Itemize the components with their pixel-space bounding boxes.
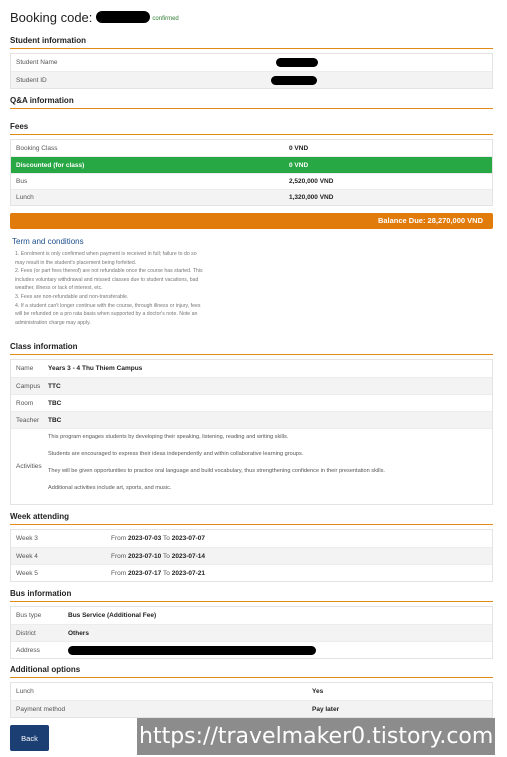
room-value: TBC xyxy=(48,399,62,407)
terms-line: administration charge may apply. xyxy=(15,319,91,326)
terms-list xyxy=(15,250,235,327)
table-row xyxy=(11,71,492,88)
lunch-value: Yes xyxy=(312,688,324,695)
campus-label: Campus xyxy=(16,382,41,390)
table-row xyxy=(11,377,492,394)
week-label: Week 3 xyxy=(16,535,38,542)
class-info-table xyxy=(10,359,493,505)
fees-title: Fees xyxy=(10,122,29,131)
class-name-label: Name xyxy=(16,365,34,372)
activity-line: They will be given opportunities to practice oral language and build vocabulary, thus strengthening confidence in their presentation skills. xyxy=(48,468,385,474)
section-divider xyxy=(10,601,493,602)
table-row xyxy=(11,411,492,428)
terms-line: 4. If a student can't longer continue with the course, through illness or injury, fees xyxy=(15,302,201,309)
terms-title: Term and conditions xyxy=(12,237,84,246)
payment-method-label: Payment method xyxy=(16,705,66,713)
fee-label: Discounted (for class) xyxy=(16,161,85,169)
fee-label: Booking Class xyxy=(16,144,58,152)
qa-info-title: Q&A information xyxy=(10,96,74,105)
table-row xyxy=(11,360,492,377)
teacher-value: TBC xyxy=(48,416,62,424)
bus-info-title: Bus information xyxy=(10,589,72,598)
fee-value: 0 VND xyxy=(289,161,309,169)
section-divider xyxy=(10,354,493,355)
additional-options-table xyxy=(10,682,493,718)
room-label: Room xyxy=(16,399,34,407)
watermark: https://travelmaker0.tistory.com xyxy=(137,718,495,755)
student-info-table xyxy=(10,53,493,89)
student-info-title: Student information xyxy=(10,36,86,45)
section-divider xyxy=(10,677,493,678)
additional-options-title: Additional options xyxy=(10,665,81,674)
section-divider xyxy=(10,134,493,135)
booking-code-label: Booking code: xyxy=(10,9,93,25)
activity-line: This program engages students by developing their speaking, listening, reading and writing skills. xyxy=(48,434,289,440)
terms-line: 3. Fees are non-refundable and non-transferable. xyxy=(15,293,129,300)
back-button[interactable]: Back xyxy=(10,725,49,751)
balance-due-bar: Balance Due: 28,270,000 VND xyxy=(10,213,493,229)
teacher-label: Teacher xyxy=(16,416,40,424)
section-divider xyxy=(10,524,493,525)
terms-line: weather, illness or lack of interest, etc. xyxy=(15,285,103,292)
table-row xyxy=(11,564,492,581)
district-value: Others xyxy=(68,629,89,637)
section-divider xyxy=(10,108,493,109)
fee-label: Lunch xyxy=(16,194,34,201)
week-dates: From 2023-07-17 To 2023-07-21 xyxy=(111,569,205,577)
discount-row xyxy=(11,156,492,173)
fees-table xyxy=(10,139,493,206)
fee-value: 1,320,000 VND xyxy=(289,194,334,201)
table-row xyxy=(11,140,492,156)
redacted-student-id xyxy=(271,76,317,85)
redacted-student-name xyxy=(276,58,318,67)
activities-text xyxy=(48,429,385,502)
terms-line: may result in the student's placement being forfeited. xyxy=(15,259,137,266)
table-row xyxy=(11,607,492,624)
bus-type-value: Bus Service (Additional Fee) xyxy=(68,612,157,619)
table-row xyxy=(11,530,492,547)
terms-line: will be refunded on a pro rata basis when supported by a doctor's note. Note an xyxy=(15,311,198,318)
terms-line: 1. Enrolment is only confirmed when payment is received in full; failure to do so xyxy=(15,251,197,257)
bus-type-label: Bus type xyxy=(16,612,42,619)
table-row xyxy=(11,173,492,189)
redacted-booking-code xyxy=(96,11,150,23)
booking-header xyxy=(10,8,179,26)
table-row xyxy=(11,641,492,658)
table-row xyxy=(11,624,492,641)
table-row xyxy=(11,547,492,564)
campus-value: TTC xyxy=(48,382,61,390)
table-row xyxy=(11,700,492,717)
week-dates: From 2023-07-10 To 2023-07-14 xyxy=(111,552,205,560)
address-label: Address xyxy=(16,646,40,654)
activities-row xyxy=(11,428,492,504)
week-attending-title: Week attending xyxy=(10,512,69,521)
payment-method-value: Pay later xyxy=(312,705,340,713)
table-row xyxy=(11,54,492,71)
table-row xyxy=(11,394,492,411)
week-label: Week 5 xyxy=(16,569,38,577)
table-row xyxy=(11,189,492,205)
bus-info-table xyxy=(10,606,493,659)
lunch-label: Lunch xyxy=(16,688,34,695)
student-name-label: Student Name xyxy=(16,59,58,66)
activities-label: Activities xyxy=(16,462,42,470)
student-id-label: Student ID xyxy=(16,76,47,84)
activity-line: Students are encouraged to express their ideas independently and within collaborative learning groups. xyxy=(48,451,304,457)
booking-status-badge: confirmed xyxy=(152,15,179,22)
redacted-address xyxy=(68,646,316,655)
table-row xyxy=(11,683,492,700)
week-label: Week 4 xyxy=(16,552,38,560)
activity-line: Additional activities include art, sports, and music. xyxy=(48,485,172,491)
class-info-title: Class information xyxy=(10,342,78,351)
class-name-value: Years 3 - 4 Thu Thiem Campus xyxy=(48,365,143,372)
section-divider xyxy=(10,48,493,49)
terms-line: 2. Fees (or part fees thereof) are not refundable once the course has started. This xyxy=(15,268,203,275)
week-dates: From 2023-07-03 To 2023-07-07 xyxy=(111,535,205,542)
district-label: District xyxy=(16,629,36,637)
fee-label: Bus xyxy=(16,178,28,185)
weeks-table xyxy=(10,529,493,582)
fee-value: 2,520,000 VND xyxy=(289,178,334,185)
fee-value: 0 VND xyxy=(289,144,309,152)
terms-line: includes voluntary withdrawal and missed classes due to student vacations, bad xyxy=(15,276,199,283)
